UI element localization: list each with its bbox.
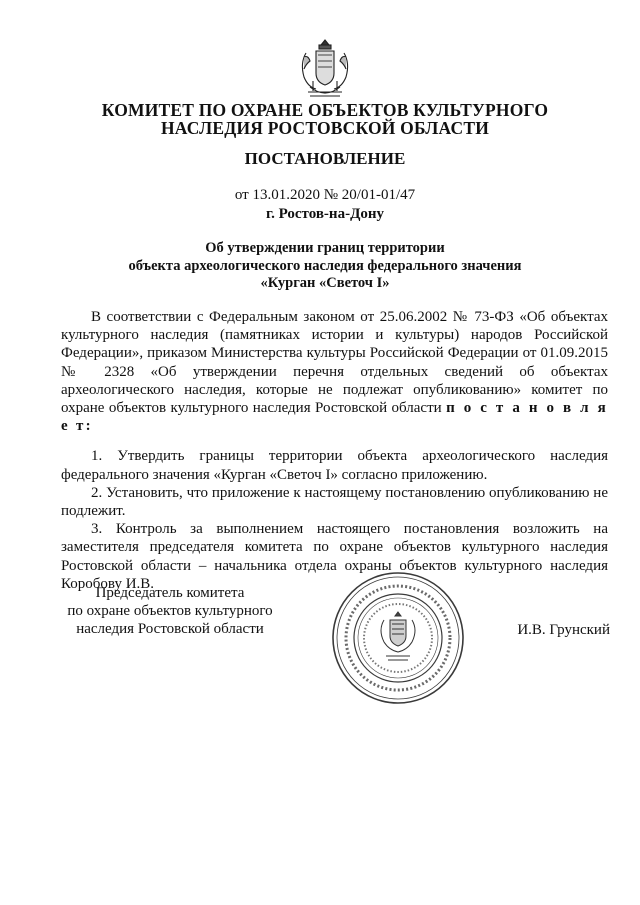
preamble-paragraph (61, 308, 608, 435)
document-body (61, 308, 608, 593)
position-line-1: Председатель комитета (95, 585, 245, 601)
organization-line-2: НАСЛЕДИЯ РОСТОВСКОЙ ОБЛАСТИ (160, 118, 490, 138)
resolution-item-1: 1. Утвердить границы территории объекта археологического наследия федерального значения «Курган «Светоч I» согласно приложению. (61, 448, 608, 483)
resolves-word: п о с т а н о в л я е т: (61, 400, 608, 435)
subject-line-1: Об утверждении границ территории (205, 240, 445, 256)
position-line-3: наследия Ростовской области (76, 621, 264, 638)
official-seal-icon (330, 570, 466, 706)
coat-of-arms-icon (296, 37, 354, 103)
subject-line-2: объекта археологического наследия федерального значения (128, 257, 522, 274)
resolution-item-2: 2. Установить, что приложение к настоящему постановлению опубликованию не подлежит. (61, 484, 608, 520)
paragraph-gap (61, 435, 608, 447)
signatory-name: И.В. Грунский (517, 622, 610, 638)
position-line-2: по охране объектов культурного (67, 603, 273, 620)
document-subject (60, 240, 590, 293)
signatory-position (60, 584, 280, 639)
subject-line-3: «Курган «Светоч I» (260, 275, 390, 291)
document-date-number: от 13.01.2020 № 20/01-01/47 (234, 187, 416, 203)
preamble-text: В соответствии с Федеральным законом от 25.06.2002 № 73-ФЗ «Об объектах культурного наследия (памятниках истории и культуры) народов Российской Федерации», приказом Министерства культуры Российской Федерации от 01.09.2015 № 2328 «Об утверждении перечня отдельных сведений об объектах археологического наследия, которые не подлежат опубликованию» комитет по охране объектов культурного наследия Ростовской области (61, 309, 608, 417)
document-type: ПОСТАНОВЛЕНИЕ (244, 149, 406, 168)
resolution-item-3: 3. Контроль за выполнением настоящего постановления возложить на заместителя председателя комитета по охране объектов культурного наследия Ростовской области – начальника отдела охраны объектов культурного наследия Коробову И.В. (61, 521, 608, 592)
organization-name (60, 101, 590, 137)
document-city: г. Ростов-на-Дону (265, 206, 385, 222)
organization-line-1: КОМИТЕТ ПО ОХРАНЕ ОБЪЕКТОВ КУЛЬТУРНОГО (101, 100, 549, 120)
